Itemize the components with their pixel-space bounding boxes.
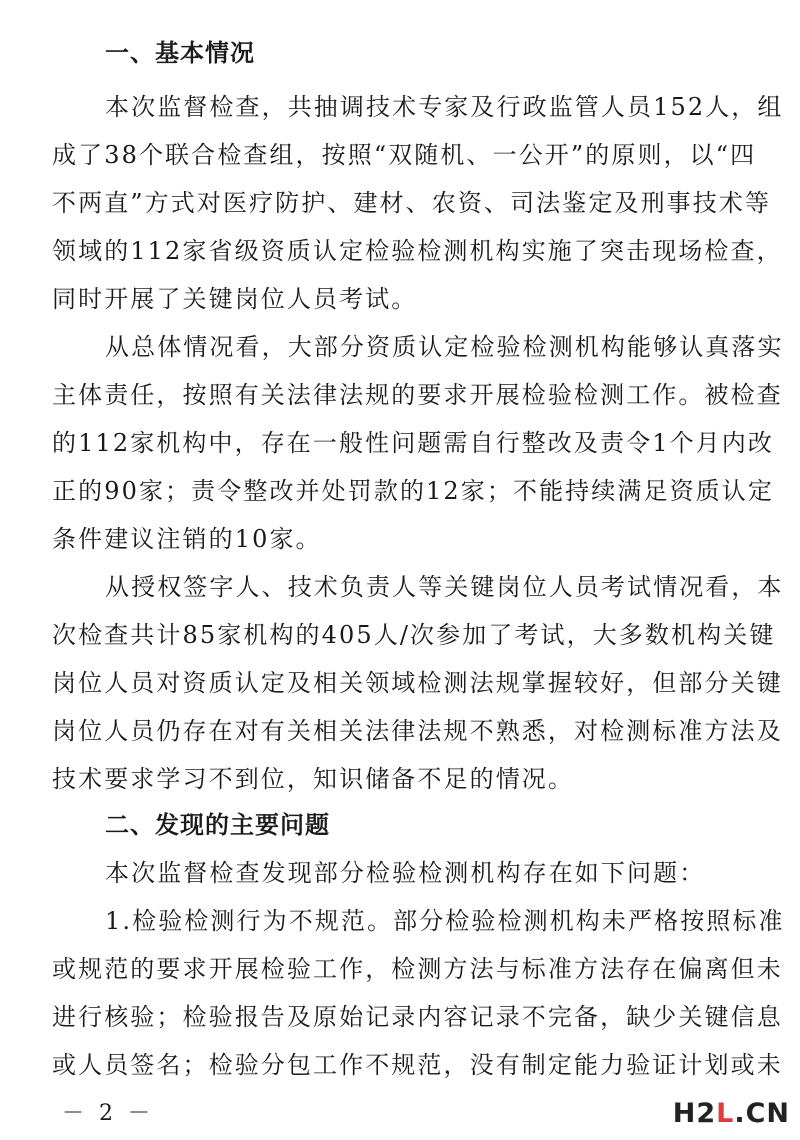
page-number: － 2 － bbox=[62, 1101, 154, 1126]
paragraph-line: 本次监督检查发现部分检验检测机构存在如下问题： bbox=[105, 859, 706, 887]
paragraph-line: 岗位人员仍存在对有关相关法律法规不熟悉，对检测标准方法及 bbox=[52, 717, 783, 745]
paragraph-line: 1.检验检测行为不规范。部分检验检测机构未严格按照标准 bbox=[105, 907, 785, 935]
watermark-part-b: L bbox=[716, 1098, 735, 1129]
paragraph-line: 正的90家；责令整改并处罚款的12家；不能持续满足资质认定 bbox=[52, 477, 774, 505]
paragraph-line: 岗位人员对资质认定及相关领域检测法规掌握较好，但部分关键 bbox=[52, 669, 783, 697]
paragraph-line: 次检查共计85家机构的405人/次参加了考试，大多数机构关键 bbox=[52, 621, 776, 649]
paragraph-line: 从总体情况看，大部分资质认定检验检测机构能够认真落实 bbox=[105, 333, 784, 361]
paragraph-line: 不两直”方式对医疗防护、建材、农资、司法鉴定及刑事技术等 bbox=[52, 189, 772, 217]
paragraph-line: 或规范的要求开展检验工作，检测方法与标准方法存在偏离但未 bbox=[52, 955, 783, 983]
paragraph-line: 条件建议注销的10家。 bbox=[52, 525, 322, 553]
paragraph-line: 进行核验；检验报告及原始记录内容记录不完备，缺少关键信息 bbox=[52, 1003, 783, 1031]
paragraph-line: 成了38个联合检查组，按照“双随机、一公开”的原则，以“四 bbox=[52, 141, 757, 169]
paragraph-line: 或人员签名；检验分包工作不规范，没有制定能力验证计划或未 bbox=[52, 1051, 783, 1079]
paragraph-line: 本次监督检查，共抽调技术专家及行政监管人员152人，组 bbox=[105, 93, 784, 121]
watermark-part-c: .CN bbox=[734, 1098, 790, 1129]
watermark-part-a: H2 bbox=[672, 1098, 717, 1129]
paragraph-line: 技术要求学习不到位，知识储备不足的情况。 bbox=[52, 765, 574, 793]
section-heading-basic-situation: 一、基本情况 bbox=[105, 39, 255, 67]
paragraph-line: 的112家机构中，存在一般性问题需自行整改及责令1个月内改 bbox=[52, 429, 774, 457]
paragraph-line: 领域的112家省级资质认定检验检测机构实施了突击现场检查， bbox=[52, 237, 783, 265]
paragraph-line: 同时开展了关键岗位人员考试。 bbox=[52, 285, 418, 313]
site-watermark-logo bbox=[673, 1098, 790, 1129]
section-heading-main-problems: 二、发现的主要问题 bbox=[105, 811, 330, 839]
paragraph-line: 从授权签字人、技术负责人等关键岗位人员考试情况看，本 bbox=[105, 573, 784, 601]
paragraph-line: 主体责任，按照有关法律法规的要求开展检验检测工作。被检查 bbox=[52, 381, 783, 409]
